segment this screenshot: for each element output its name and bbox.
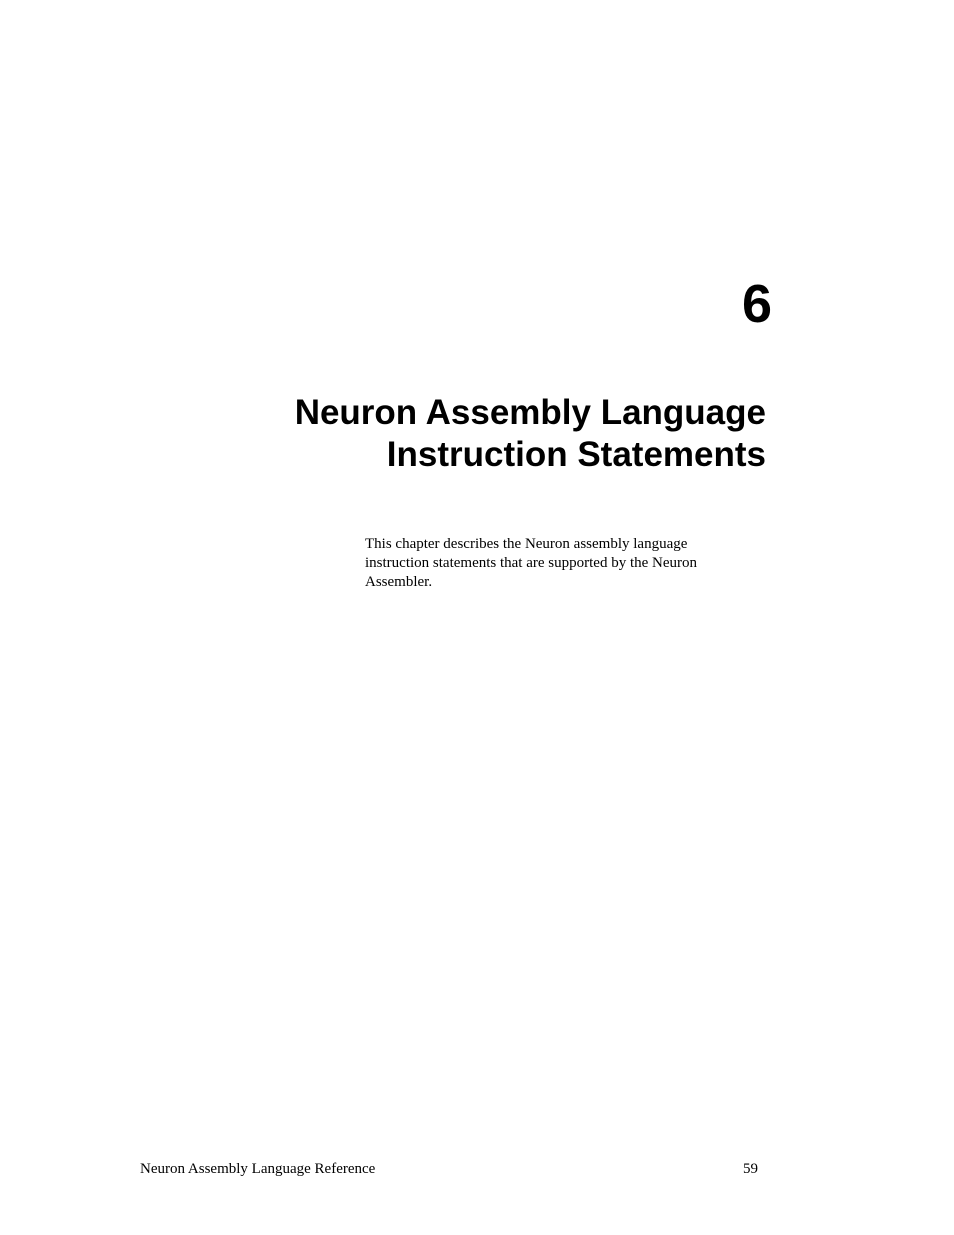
chapter-number: 6 [741, 274, 772, 334]
intro-line: This chapter describes the Neuron assembly language [365, 536, 688, 552]
chapter-title-line: Instruction Statements [386, 435, 766, 474]
footer-document-title: Neuron Assembly Language Reference [140, 1161, 376, 1177]
chapter-title [166, 392, 766, 476]
chapter-intro-paragraph [365, 535, 785, 592]
footer-page-number: 59 [743, 1161, 758, 1177]
intro-line: instruction statements that are supported by the Neuron [365, 555, 697, 571]
chapter-title-line: Neuron Assembly Language [294, 393, 766, 432]
intro-line: Assembler. [365, 574, 433, 590]
